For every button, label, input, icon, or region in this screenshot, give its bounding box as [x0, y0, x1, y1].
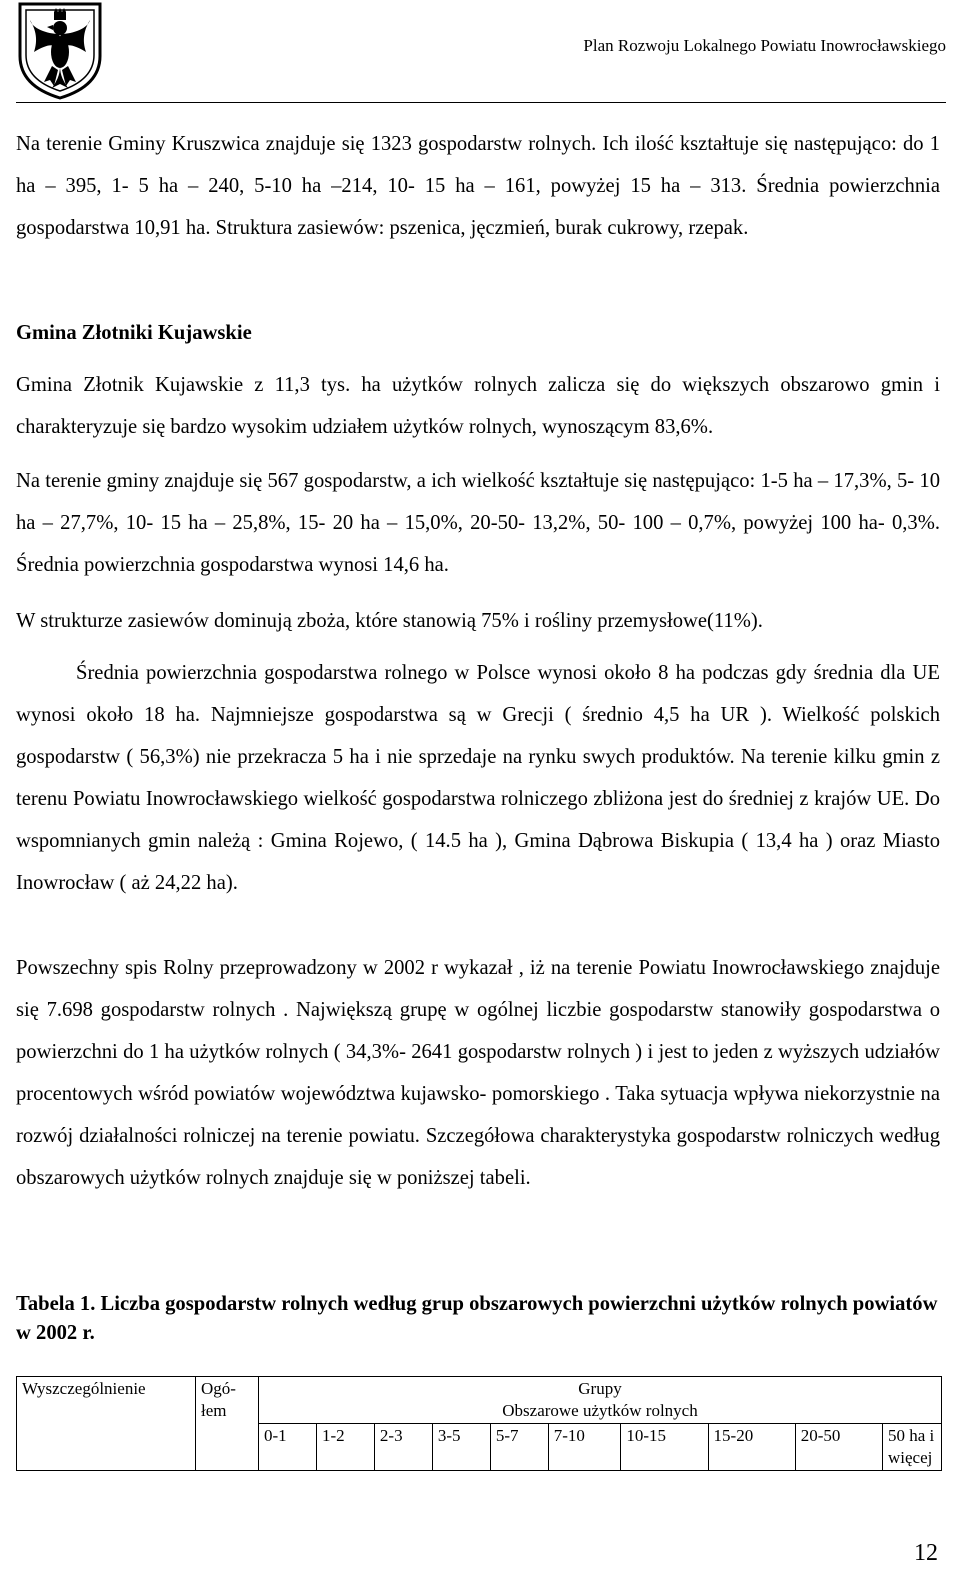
- farms-table: [16, 1376, 942, 1471]
- range-cell: 3-5: [432, 1424, 490, 1471]
- header-cell-ogolem: Ogó- łem: [196, 1377, 259, 1471]
- range-cell: 1-2: [316, 1424, 374, 1471]
- page-number: 12: [914, 1540, 938, 1566]
- paragraph-kruszwica: [16, 123, 940, 249]
- page-header: [16, 0, 946, 104]
- paragraph-text: Na terenie gminy znajduje się 567 gospodarstw, a ich wielkość kształtuje się następująco: 1-5 ha – 17,3%, 5- 10 ha – 27,7%, 10- 15 ha – 25,8%, 15- 20 ha – 15,0%, 20-50- 13,2%, 50- 100 – 0,7%, powyżej 100 ha- 0,3%. Średnia powierzchnia gospodarstwa wynosi 14,6 ha.: [16, 470, 940, 576]
- paragraph-census: [16, 947, 940, 1199]
- range-cell: 15-20: [708, 1424, 795, 1471]
- paragraph-crops: [16, 600, 940, 642]
- range-cell: 5-7: [490, 1424, 548, 1471]
- table-header-row: [17, 1377, 942, 1424]
- section-heading: Gmina Złotniki Kujawskie: [16, 322, 252, 344]
- range-cell: 10-15: [621, 1424, 708, 1471]
- header-divider: [16, 102, 946, 103]
- paragraph-text: Gmina Złotnik Kujawskie z 11,3 tys. ha użytków rolnych zalicza się do większych obszarowo gmin i charakteryzuje się bardzo wysokim udziałem użytków rolnych, wynoszącym 83,6%.: [16, 374, 940, 438]
- section-heading-zlotniki: [16, 312, 940, 354]
- paragraph-text: Średnia powierzchnia gospodarstwa rolnego w Polsce wynosi około 8 ha podczas gdy średnia dla UE wynosi około 18 ha. Najmniejsze gospodarstwa są w Grecji ( średnio 4,5 ha UR ). Wielkość polskich gospodarstw ( 56,3%) nie przekracza 5 ha i nie sprzedaje na rynku swych produktów. Na terenie kilku gmin z terenu Powiatu Inowrocławskiego wielkość gospodarstwa rolniczego zbliżona jest do średniej z krajów UE. Do wspomnianych gmin należą : Gmina Rojewo, ( 14.5 ha ), Gmina Dąbrowa Biskupia ( 13,4 ha ) oraz Miasto Inowrocław ( aż 24,22 ha).: [16, 662, 940, 894]
- paragraph-zlotniki-farms: [16, 460, 940, 586]
- header-cell-grupy: [259, 1377, 942, 1424]
- header-title: Plan Rozwoju Lokalnego Powiatu Inowrocławskiego: [583, 36, 946, 55]
- paragraph-text: Powszechny spis Rolny przeprowadzony w 2002 r wykazał , iż na terenie Powiatu Inowrocławskiego znajduje się 7.698 gospodarstw rolnych . Największą grupę w ogólnej liczbie gospodarstw stanowiły gospodarstwa o powierzchni do 1 ha użytków rolnych ( 34,3%- 2641 gospodarstw rolnych ) i jest to jeden z wyższych udziałów procentowych wśród powiatów województwa kujawsko- pomorskiego . Taka sytuacja wpływa niekorzystnie na rozwój działalności rolniczej na terenie powiatu. Szczegółowa charakterystyka gospodarstw rolniczych według obszarowych użytków rolnych znajduje się w poniższej tabeli.: [16, 957, 940, 1189]
- range-cell: 2-3: [374, 1424, 432, 1471]
- paragraph-text: Na terenie Gminy Kruszwica znajduje się 1323 gospodarstw rolnych. Ich ilość kształtuje się następująco: do 1 ha – 395, 1- 5 ha – 240, 5-10 ha –214, 10- 15 ha – 161, powyżej 15 ha – 313. Średnia powierzchnia gospodarstwa 10,91 ha. Struktura zasiewów: pszenica, jęczmień, burak cukrowy, rzepak.: [16, 133, 940, 239]
- range-cell: 0-1: [259, 1424, 317, 1471]
- coat-of-arms-icon: [16, 0, 104, 100]
- header-cell-wyszczegolnienie: Wyszczególnienie: [17, 1377, 196, 1471]
- paragraph-text: W strukturze zasiewów dominują zboża, które stanowią 75% i rośliny przemysłowe(11%).: [16, 610, 763, 632]
- table-caption: Tabela 1. Liczba gospodarstw rolnych według grup obszarowych powierzchni użytków rolnych powiatów w 2002 r.: [16, 1293, 938, 1344]
- group-subtitle: Obszarowe użytków rolnych: [502, 1401, 698, 1420]
- range-cell: 20-50: [795, 1424, 882, 1471]
- group-title: Grupy: [578, 1379, 622, 1398]
- paragraph-average-area: [16, 652, 940, 904]
- range-cell: 7-10: [548, 1424, 621, 1471]
- range-cell: 50 ha i więcej: [883, 1424, 942, 1471]
- paragraph-zlotniki-area: [16, 364, 940, 448]
